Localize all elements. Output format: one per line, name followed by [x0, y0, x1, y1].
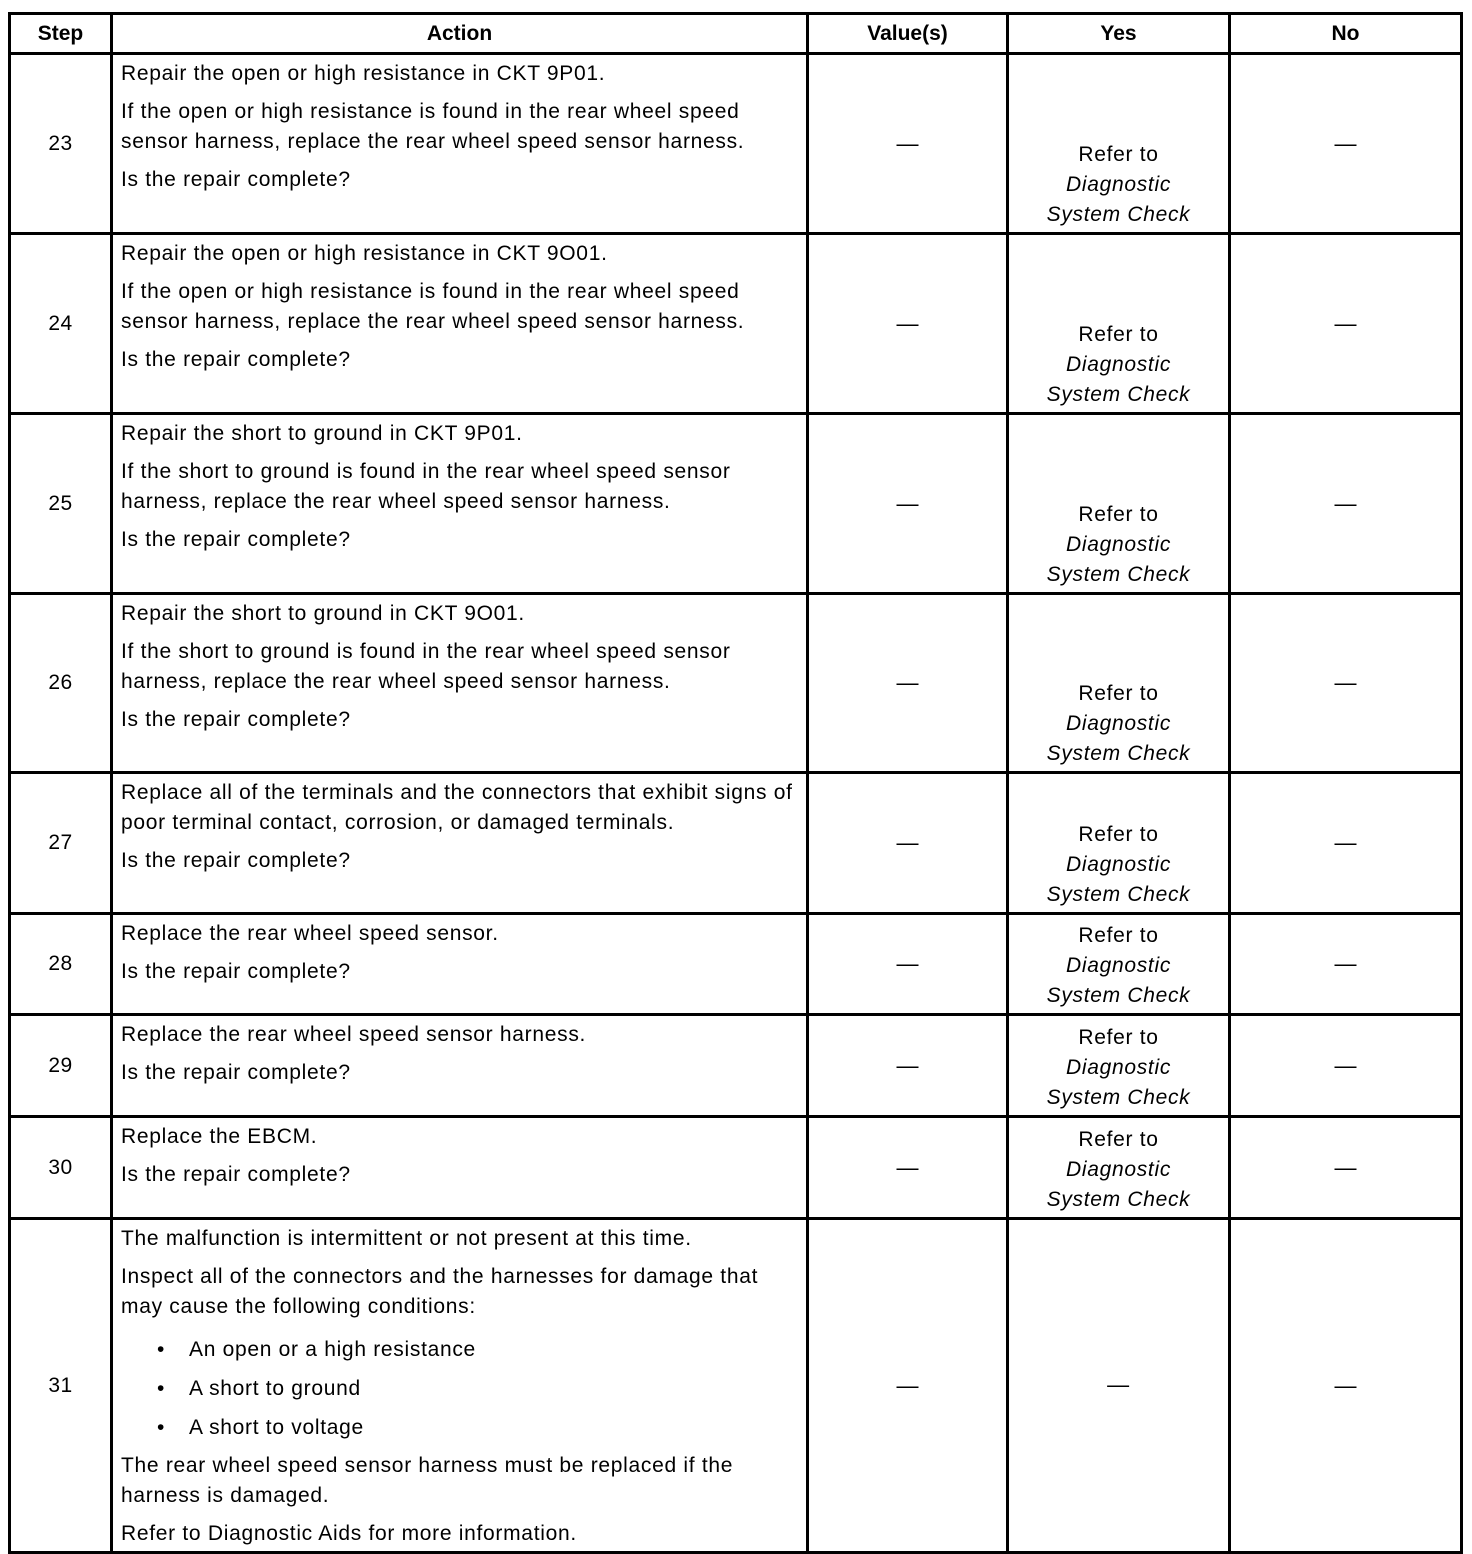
value-cell: — — [808, 54, 1008, 234]
value-cell: — — [808, 234, 1008, 414]
step-number: 26 — [10, 594, 112, 773]
yes-cell — [1008, 54, 1230, 234]
refer-diagnostic: Diagnostic — [1065, 712, 1172, 735]
refer-diagnostic: Diagnostic — [1065, 954, 1172, 977]
value-cell: — — [808, 1117, 1008, 1219]
table-row — [10, 234, 1462, 414]
action-text: Is the repair complete? — [121, 849, 351, 872]
action-text: Refer to Diagnostic Aids for more information. — [121, 1522, 577, 1545]
header-action: Action — [112, 14, 808, 54]
action-cell — [112, 1219, 808, 1553]
action-cell — [112, 1117, 808, 1219]
no-cell: — — [1230, 234, 1462, 414]
header-step: Step — [10, 14, 112, 54]
list-item: • A short to ground — [157, 1369, 800, 1408]
table-row — [10, 414, 1462, 594]
refer-system-check: System Check — [1046, 742, 1191, 765]
action-text: Is the repair complete? — [121, 1061, 351, 1084]
yes-cell — [1008, 773, 1230, 914]
table-row — [10, 1117, 1462, 1219]
refer-to: Refer to — [1078, 1128, 1159, 1151]
refer-to: Refer to — [1078, 323, 1159, 346]
header-row — [10, 14, 1462, 54]
no-cell: — — [1230, 914, 1462, 1015]
no-cell: — — [1230, 54, 1462, 234]
bullet-icon: • — [157, 1338, 166, 1361]
list-item: • A short to voltage — [157, 1408, 800, 1447]
no-cell: — — [1230, 773, 1462, 914]
yes-cell — [1008, 914, 1230, 1015]
action-cell — [112, 414, 808, 594]
refer-diagnostic: Diagnostic — [1065, 533, 1172, 556]
table-row — [10, 914, 1462, 1015]
action-text: If the short to ground is found in the rear wheel speed sensor harness, replace the rear wheel speed sensor harness. — [121, 460, 731, 513]
table-row — [10, 594, 1462, 773]
action-text: Is the repair complete? — [121, 960, 351, 983]
action-text: Repair the open or high resistance in CKT 9O01. — [121, 242, 608, 265]
table-row — [10, 1219, 1462, 1553]
action-text: Replace the EBCM. — [121, 1125, 318, 1148]
value-cell: — — [808, 594, 1008, 773]
value-cell: — — [808, 914, 1008, 1015]
step-number: 23 — [10, 54, 112, 234]
refer-system-check: System Check — [1046, 1086, 1191, 1109]
action-cell — [112, 1015, 808, 1117]
value-cell: — — [808, 773, 1008, 914]
action-text: Inspect all of the connectors and the harnesses for damage that may cause the following conditions: — [121, 1265, 759, 1318]
step-number: 28 — [10, 914, 112, 1015]
conditions-list — [121, 1330, 800, 1447]
action-text: Is the repair complete? — [121, 1163, 351, 1186]
refer-system-check: System Check — [1046, 563, 1191, 586]
header-no: No — [1230, 14, 1462, 54]
refer-to: Refer to — [1078, 924, 1159, 947]
step-number: 29 — [10, 1015, 112, 1117]
refer-diagnostic: Diagnostic — [1065, 1158, 1172, 1181]
list-item: • An open or a high resistance — [157, 1330, 800, 1369]
refer-system-check: System Check — [1046, 1188, 1191, 1211]
action-cell — [112, 234, 808, 414]
step-number: 25 — [10, 414, 112, 594]
action-text: If the open or high resistance is found in the rear wheel speed sensor harness, replace the rear wheel speed sensor harness. — [121, 280, 745, 333]
action-text: If the open or high resistance is found in the rear wheel speed sensor harness, replace the rear wheel speed sensor harness. — [121, 100, 745, 153]
no-cell: — — [1230, 1117, 1462, 1219]
yes-cell: — — [1008, 1219, 1230, 1553]
refer-system-check: System Check — [1046, 383, 1191, 406]
action-text: If the short to ground is found in the rear wheel speed sensor harness, replace the rear wheel speed sensor harness. — [121, 640, 731, 693]
refer-to: Refer to — [1078, 503, 1159, 526]
action-text: The malfunction is intermittent or not present at this time. — [121, 1227, 692, 1250]
refer-system-check: System Check — [1046, 883, 1191, 906]
action-text: Is the repair complete? — [121, 708, 351, 731]
no-cell: — — [1230, 1219, 1462, 1553]
header-yes: Yes — [1008, 14, 1230, 54]
refer-diagnostic: Diagnostic — [1065, 173, 1172, 196]
refer-to: Refer to — [1078, 682, 1159, 705]
value-cell: — — [808, 1219, 1008, 1553]
bullet-icon: • — [157, 1377, 166, 1400]
action-text: Replace all of the terminals and the connectors that exhibit signs of poor terminal contact, corrosion, or damaged terminals. — [121, 781, 793, 834]
action-text: Replace the rear wheel speed sensor. — [121, 922, 499, 945]
action-cell — [112, 773, 808, 914]
table-row — [10, 1015, 1462, 1117]
refer-system-check: System Check — [1046, 984, 1191, 1007]
yes-cell — [1008, 1015, 1230, 1117]
bullet-icon: • — [157, 1416, 166, 1439]
action-cell — [112, 54, 808, 234]
action-text: Is the repair complete? — [121, 348, 351, 371]
yes-cell — [1008, 594, 1230, 773]
refer-diagnostic: Diagnostic — [1065, 1056, 1172, 1079]
no-cell: — — [1230, 1015, 1462, 1117]
action-text: Repair the short to ground in CKT 9O01. — [121, 602, 525, 625]
yes-cell — [1008, 234, 1230, 414]
step-number: 30 — [10, 1117, 112, 1219]
diagnostic-table — [8, 12, 1463, 1554]
table-row — [10, 773, 1462, 914]
yes-cell — [1008, 414, 1230, 594]
refer-diagnostic: Diagnostic — [1065, 853, 1172, 876]
action-text: Is the repair complete? — [121, 168, 351, 191]
action-text: Repair the short to ground in CKT 9P01. — [121, 422, 523, 445]
action-cell — [112, 914, 808, 1015]
header-values: Value(s) — [808, 14, 1008, 54]
value-cell: — — [808, 1015, 1008, 1117]
action-text: Repair the open or high resistance in CKT 9P01. — [121, 62, 606, 85]
step-number: 27 — [10, 773, 112, 914]
table-row — [10, 54, 1462, 234]
refer-to: Refer to — [1078, 1026, 1159, 1049]
refer-to: Refer to — [1078, 823, 1159, 846]
action-cell — [112, 594, 808, 773]
step-number: 31 — [10, 1219, 112, 1553]
yes-cell — [1008, 1117, 1230, 1219]
refer-diagnostic: Diagnostic — [1065, 353, 1172, 376]
refer-system-check: System Check — [1046, 203, 1191, 226]
action-text: Is the repair complete? — [121, 528, 351, 551]
action-text: The rear wheel speed sensor harness must be replaced if the harness is damaged. — [121, 1454, 734, 1507]
value-cell: — — [808, 414, 1008, 594]
no-cell: — — [1230, 414, 1462, 594]
action-text: Replace the rear wheel speed sensor harness. — [121, 1023, 587, 1046]
no-cell: — — [1230, 594, 1462, 773]
step-number: 24 — [10, 234, 112, 414]
refer-to: Refer to — [1078, 143, 1159, 166]
